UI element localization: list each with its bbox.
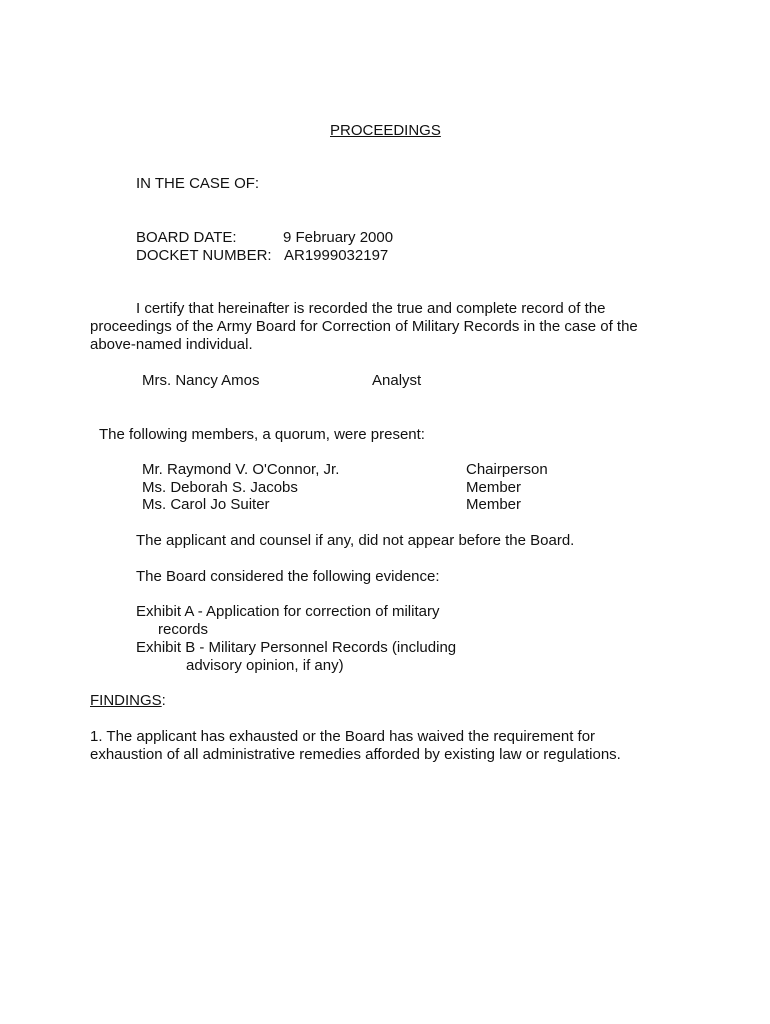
evidence-intro: The Board considered the following evidence:: [136, 568, 440, 585]
finding-1: 1. The applicant has exhausted or the Board has waived the requirement for exhaustion of all administrative remedies afforded by existing law or regulations.: [90, 728, 621, 763]
member-name: Ms. Carol Jo Suiter: [142, 496, 270, 513]
findings-heading: [90, 692, 166, 710]
member-role: Member: [466, 479, 522, 496]
member-role: Chairperson: [466, 461, 548, 478]
member-name: Mr. Raymond V. O'Connor, Jr.: [142, 461, 340, 478]
findings-heading-colon: :: [161, 692, 166, 709]
analyst-name: Mrs. Nancy Amos: [142, 372, 260, 389]
member-name: Ms. Deborah S. Jacobs: [142, 479, 298, 496]
exhibit-line-continued: advisory opinion, if any): [186, 657, 344, 674]
case-label: IN THE CASE OF:: [136, 175, 260, 192]
board-date-label: BOARD DATE:: [136, 229, 237, 246]
page-title: PROCEEDINGS: [330, 122, 441, 139]
member-role: Member: [466, 496, 522, 513]
certification-paragraph: I certify that hereinafter is recorded the true and complete record of the proceedings of the Army Board for Correction of Military Records in the case of the above-named individual.: [90, 300, 638, 353]
exhibit-line-continued: records: [158, 621, 209, 638]
board-date-value: 9 February 2000: [283, 229, 394, 246]
appearance-statement: The applicant and counsel if any, did not appear before the Board.: [136, 532, 575, 549]
findings-heading-text: FINDINGS: [90, 692, 162, 709]
docket-number-label: DOCKET NUMBER:: [136, 247, 272, 264]
analyst-role: Analyst: [372, 372, 422, 389]
quorum-intro: The following members, a quorum, were present:: [99, 426, 425, 443]
exhibit-line: Exhibit B - Military Personnel Records (including: [136, 639, 457, 656]
exhibit-line: Exhibit A - Application for correction of military: [136, 603, 440, 620]
docket-number-value: AR1999032197: [284, 247, 389, 264]
